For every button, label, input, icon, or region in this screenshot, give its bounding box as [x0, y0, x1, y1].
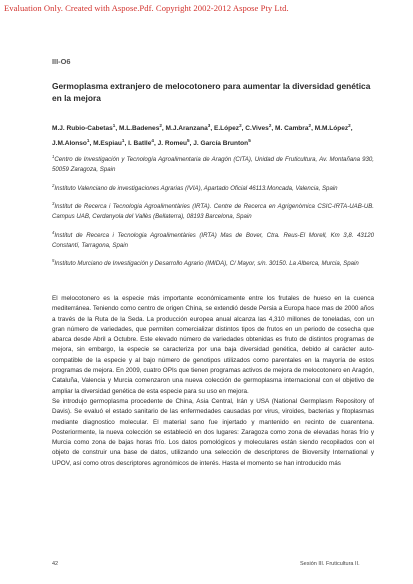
- section-footer: Sesión III. Fruticultura II.: [300, 561, 360, 567]
- affiliation-3: $^3$Institut de Recerca i Tecnologia Agroalimentàries (IRTA). Centre de Recerca en Agrigenòmica CSIC-IRTA-UAB-UB. Campus UAB, Cerdanyola del Vallès (Bellaterra), 08193 Barcelona, Spain: [52, 200, 374, 221]
- author: J.M.Alonso$^1$: [52, 137, 90, 147]
- author: E.López$^2$: [213, 123, 242, 133]
- page-number: 42: [52, 561, 59, 567]
- affiliation-4: $^4$Institut de Recerca i Tecnologia Agroalimentàries (IRTA) Mas de Bover, Ctra. Reus-El Morell, Km 3,8. 43120 Constantí, Tarragona, Spain: [52, 229, 374, 249]
- author: C.Vives$^2$: [245, 123, 272, 133]
- body-paragraph-1: El melocotonero es la especie más importante económicamente entre los frutales de hueso en la cuenca mediterránea. Teniendo como centro de origen China, se extendió desde Persia a Europa hace mas de 2000 años a través de la Ruta de la Seda. La producción europea anual alcanza las 4,310 millones de toneladas, con un gran número de variedades, que permiten comercializar distintos tipos de frutos en un periodo de cosecha que abarca desde Abril a Octubre. Este elevado número de variedades obtenidas es fruto de distintos programas de mejora, sin embargo, la especie se caracteriza por una baja diversidad genética, debido al carácter auto-compatible de la especie y al bajo número de genotipos utilizados como parentales en la mayoría de estos programas de mejora. En 2009, cuatro OPIs que tienen programas activos de mejora de melocotonero en Aragón, Cataluña, Valencia y Murcia comenzaron una nueva colección de germoplasma internacional con el objetivo de ampliar la diversidad genética de esta especie para su uso en mejora.: [52, 295, 374, 395]
- abstract-body: [52, 294, 374, 469]
- affiliation-2: $^2$Instituto Valenciano de investigaciones Agrarias (IVIA), Apartado Oficial 46113.Moncada, Valencia, Spain: [52, 182, 338, 192]
- author: M. Cambra$^2$: [275, 123, 312, 133]
- author: J. Romeu$^5$: [157, 137, 190, 147]
- paper-title: Germoplasma extranjero de melocotonero para aumentar la diversidad genética en la mejora: [52, 81, 371, 103]
- author: M.M.López$^2$: [314, 123, 351, 133]
- author: I. Batlle$^4$: [128, 137, 154, 147]
- evaluation-watermark: Evaluation Only. Created with Aspose.Pdf. Copyright 2002-2012 Aspose Pty Ltd.: [4, 3, 289, 13]
- affiliation-1: $^1$Centro de Investigación y Tecnología Agroalimentaria de Aragón (CITA), Unidad de Fruticultura, Av. Montañana 930, 50059 Zaragoza, Spain: [52, 154, 374, 174]
- author: M.Espiau$^1$: [93, 137, 125, 147]
- affiliations: [52, 152, 374, 275]
- abstract-code: III-O6: [52, 57, 71, 66]
- author: J. García Brunton$^5$: [193, 137, 251, 147]
- author: M.J.Aranzana$^3$: [165, 123, 211, 133]
- author: M.L.Badenes$^2$: [118, 123, 162, 133]
- body-paragraph-2: Se introdujo germoplasma procedente de China, Asia Central, Irán y USA (National Germplasm Repository of Davis). Se evaluó el estado sanitario de las enfermedades causadas por virus, viroides, bacterias y fitoplasmas mediante diagnostico molecular. El material sano fue injertado y mantenido en recinto de cuarentena. Posteriormente, la nueva colección se estableció en dos lugares: Zaragoza como zona de elevadas horas frío y Murcia como zona de bajas horas frío. Los datos pomológicos y moleculares están siendo recopilados con el objeto de construir una base de datos, utilizando una selección de descriptores de Bioversity International y UPOV, así como otros descriptores agronómicos de interés. Hasta el momento se han introducido más: [52, 397, 374, 467]
- author: M.J. Rubio-Cabetas$^1$: [52, 123, 116, 133]
- author-list: M.J. Rubio-Cabetas$^1$, M.L.Badenes$^2$, M.J.Aranzana$^3$, E.López$^2$, C.Vives$^2$, M. Cambra$^2$, M.M.López$^2$, J.M.Alonso$^1$, M.Espiau$^1$, I. Batlle$^4$, J. Romeu$^5$, J. García Brunton$^5$: [52, 123, 353, 147]
- affiliation-5: $^5$Instituto Murciano de Investigación y Desarrollo Agrario (IMIDA), C/ Mayor, s/n. 30150. La Alberca, Murcia, Spain: [52, 258, 359, 268]
